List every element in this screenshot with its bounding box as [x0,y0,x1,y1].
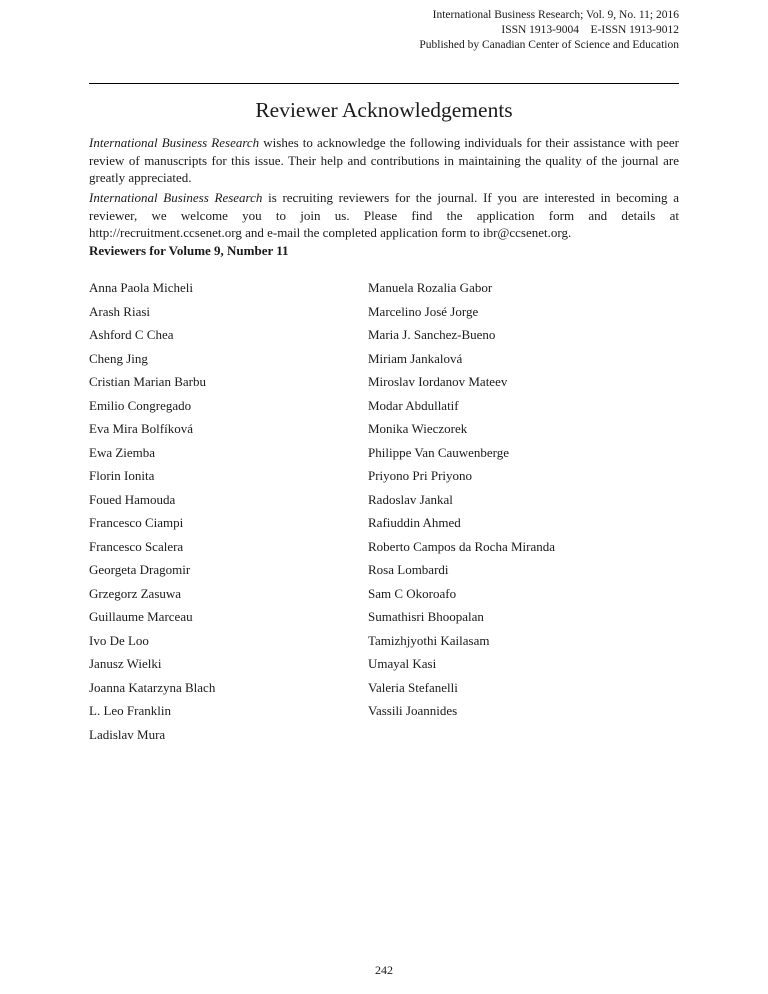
reviewer-name: Maria J. Sanchez-Bueno [368,327,496,342]
reviewer-name: Radoslav Jankal [368,491,453,507]
reviewer-name: Roberto Campos da Rocha Miranda [368,538,556,554]
reviewer-name: Ladislav Mura [89,726,166,742]
reviewer-name: Miroslav Iordanov Mateev [368,374,508,389]
reviewer-name: Rosa Lombardi [368,562,449,577]
acknowledgement-paragraph [89,134,679,187]
reviewer-name: Emilio Congregado [89,397,192,413]
reviewers-heading: Reviewers for Volume 9, Number 11 [89,243,289,258]
reviewer-name: Modar Abdullatif [368,397,459,413]
header-divider [89,83,679,84]
reviewer-name: Guillaume Marceau [89,609,193,624]
reviewer-name: Sumathisri Bhoopalan [368,609,484,624]
reviewer-name: Manuela Rozalia Gabor [368,280,493,295]
reviewer-name: Janusz Wielki [89,656,162,671]
header-publisher: Published by Canadian Center of Science and Education [419,39,679,51]
reviewer-name: Joanna Katarzyna Blach [89,679,216,695]
reviewer-name: Arash Riasi [89,303,151,319]
reviewer-name: Ivo De Loo [89,632,149,648]
reviewer-name: Cristian Marian Barbu [89,374,206,389]
recruitment-paragraph [89,189,679,242]
journal-name: International Business Research [89,135,260,150]
reviewer-name: Francesco Scalera [89,538,184,554]
reviewer-name: Rafiuddin Ahmed [368,515,461,530]
header-journal-issue: International Business Research; Vol. 9, No. 11; 2016 [432,9,679,21]
reviewer-name: Marcelino José Jorge [368,303,479,319]
reviewer-list-left [89,276,215,746]
reviewer-name: Anna Paola Micheli [89,280,193,295]
reviewer-name: Ashford C Chea [89,327,174,342]
acknowledgement-text: wishes to acknowledge the following individuals for their assistance with peer review of manuscripts for this issue. Their help and contributions in maintaining the quality of the journal are greatly appreciated. [89,135,679,185]
reviewer-name: Monika Wieczorek [368,421,468,436]
reviewer-name: Francesco Ciampi [89,515,184,530]
page-number: 242 [375,963,393,977]
reviewer-name: Georgeta Dragomir [89,562,191,577]
reviewer-name: Florin Ionita [89,468,155,483]
reviewer-name: Ewa Ziemba [89,444,156,460]
reviewer-name: Philippe Van Cauwenberge [368,444,510,460]
reviewer-name: L. Leo Franklin [89,703,171,718]
reviewer-name: Tamizhjyothi Kailasam [368,632,490,648]
page-title: Reviewer Acknowledgements [255,98,513,122]
journal-name: International Business Research [89,190,263,205]
reviewer-name: Umayal Kasi [368,656,437,671]
reviewer-name: Valeria Stefanelli [368,679,458,695]
running-header [179,8,679,53]
reviewer-name: Grzegorz Zasuwa [89,585,182,601]
reviewer-list-right [368,276,555,723]
reviewer-name: Foued Hamouda [89,491,176,507]
header-issn: ISSN 1913-9004 E-ISSN 1913-9012 [501,24,679,36]
recruitment-text: is recruiting reviewers for the journal. If you are interested in becoming a reviewer, we welcome you to join us. Please find the application form and details at http://recruitment.ccsenet.org and e-mail the completed application form to ibr@ccsenet.org. [89,190,679,240]
reviewer-name: Sam C Okoroafo [368,585,457,601]
reviewer-name: Priyono Pri Priyono [368,468,473,483]
reviewer-name: Miriam Jankalová [368,350,463,366]
reviewer-name: Eva Mira Bolfíková [89,421,193,436]
reviewer-name: Cheng Jing [89,350,148,366]
reviewer-name: Vassili Joannides [368,703,458,718]
